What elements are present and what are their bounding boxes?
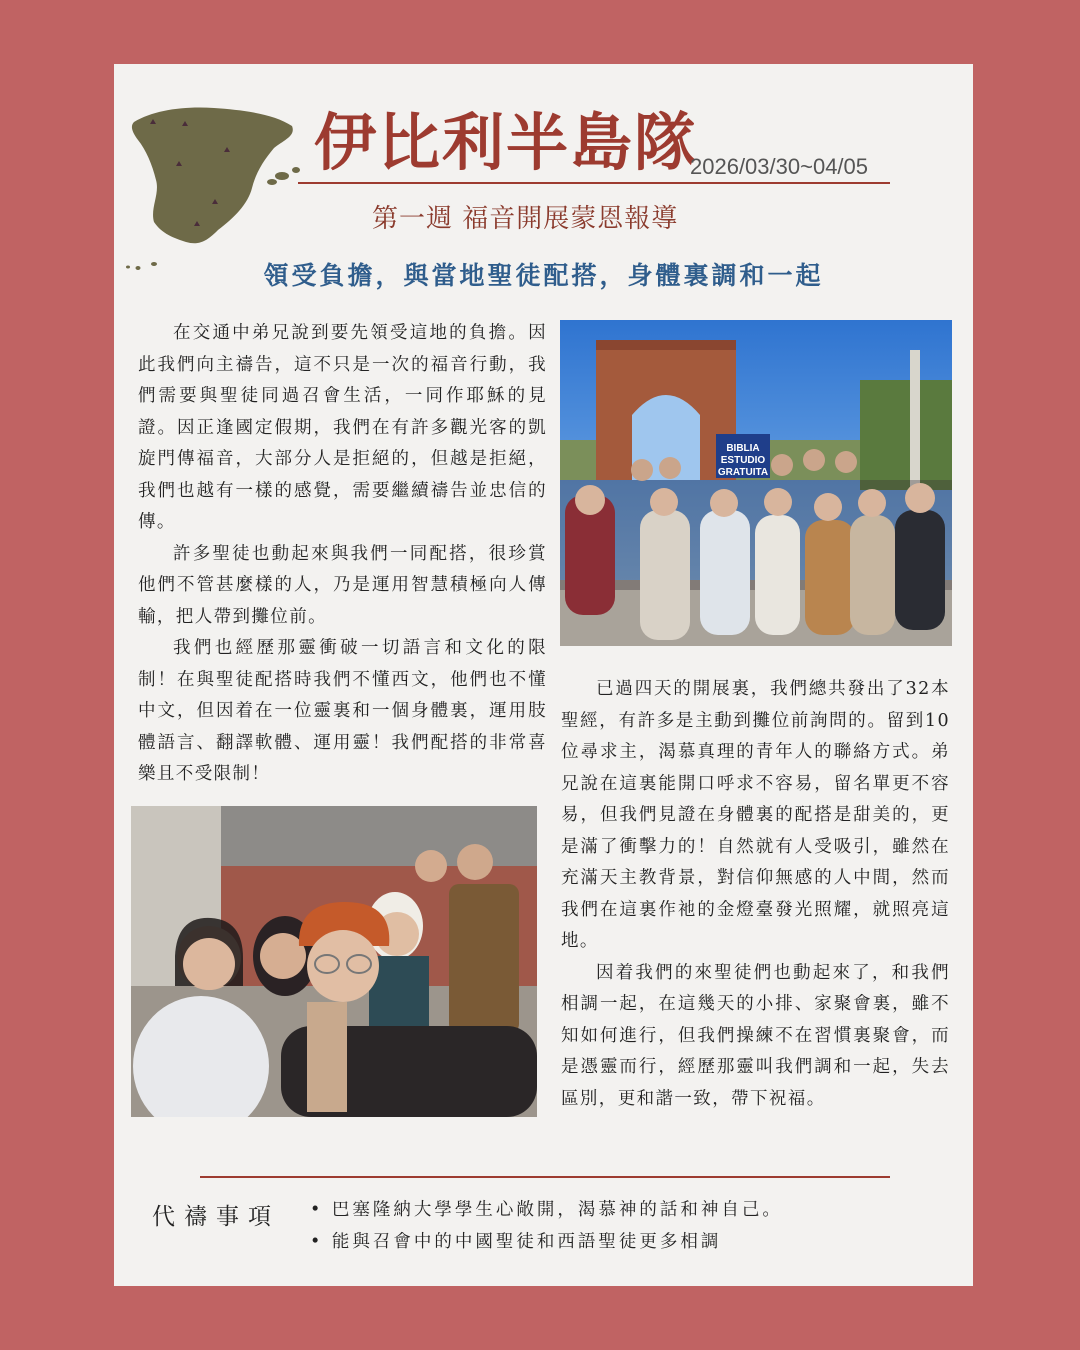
selfie-group-photo [131,806,537,1117]
page-subtitle: 第一週 福音開展蒙恩報導 [372,204,679,234]
tagline: 領受負擔，與當地聖徒配搭，身體裏調和一起 [263,261,824,290]
list-item: • 巴塞隆納大學學生心敞開，渴慕神的話和神自己。 [310,1194,783,1226]
title-divider [298,182,890,184]
list-item: • 能與召會中的中國聖徒和西語聖徒更多相調 [310,1226,783,1258]
banner-line: BIBLIA [726,443,760,454]
banner-line: ESTUDIO [720,455,766,466]
paragraph: 因着我們的來聖徒們也動起來了，和我們相調一起，在這幾天的小排、家聚會裏，雖不知如何進行，但我們操練不在習慣裏聚會，而是憑靈而行，經歷那靈叫我們調和一起，失去區別，更和諧一致，帶下祝福。 [561,962,950,1109]
left-column-text [138,318,547,791]
date-range: 2026/03/30~04/05 [690,154,869,179]
paragraph: 我們也經歷那靈衝破一切語言和文化的限制！在與聖徒配搭時我們不懂西文，他們也不懂中文，但因着在一位靈裏和一個身體裏，運用肢體語言、翻譯軟體、運用靈！我們配搭的非常喜樂且不受限制！ [138,638,547,784]
newsletter-page [114,64,973,1286]
paragraph: 在交通中弟兄說到要先領受這地的負擔。因此我們向主禱告，這不只是一次的福音行動，我們需要與聖徒同過召會生活，一同作耶穌的見證。因正逢國定假期，我們在有許多觀光客的凱旋門傳福音，大部分人是拒絕的，但越是拒絕，我們也越有一樣的感覺，需要繼續禱告並忠信的傳。 [138,323,547,532]
arch-group-photo [560,320,952,646]
prayer-list [310,1194,783,1258]
page-title: 伊比利半島隊 [314,106,699,179]
paragraph: 許多聖徒也動起來與我們一同配搭，很珍賞他們不管甚麼樣的人，乃是運用智慧積極向人傳輸，把人帶到攤位前。 [138,543,547,627]
footer-divider [200,1176,890,1178]
prayer-heading: 代禱事項 [152,1204,280,1230]
right-column-text [561,674,950,1115]
banner-line: GRATUITA [717,467,769,478]
spain-map-icon [124,100,304,280]
paragraph: 已過四天的開展裏，我們總共發出了32本聖經，有許多是主動到攤位前詢問的。留到10位尋求主，渴慕真理的青年人的聯絡方式。弟兄說在這裏能開口呼求不容易，留名單更不容易，但我們見證在身體裏的配搭是甜美的，更是滿了衝擊力的！自然就有人受吸引，雖然在充滿天主教背景，對信仰無感的人中間，然而我們在這裏作祂的金燈臺發光照耀，就照亮這地。 [561,679,950,951]
